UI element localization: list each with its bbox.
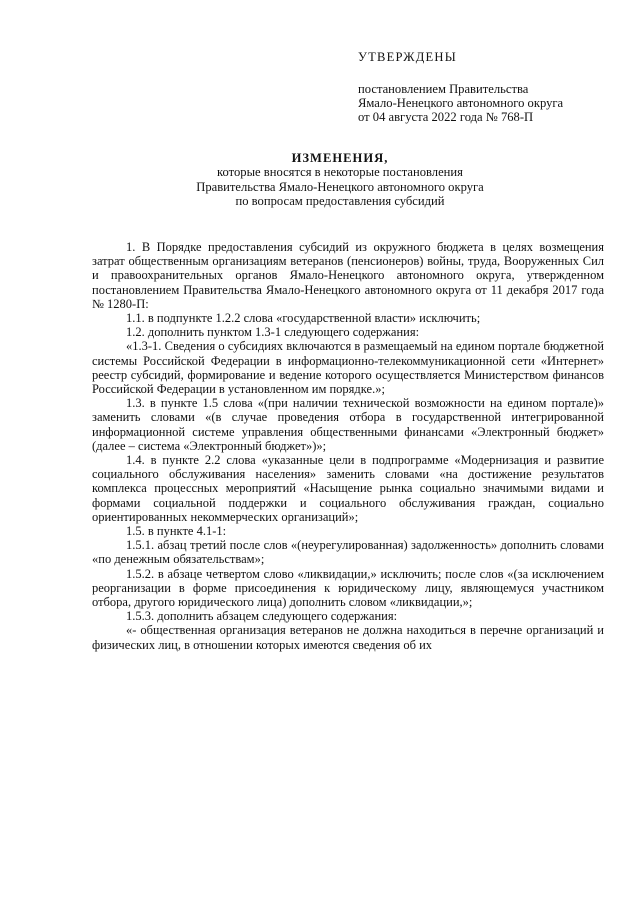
document-body [92,240,604,652]
document-subtitle-3: по вопросам предоставления субсидий [235,194,445,209]
paragraph-1-5-1: 1.5.1. абзац третий после слов «(неурегулированная) задолженность» дополнить словами «по денежным обязательствам»; [92,538,604,567]
paragraph-1-3: 1.3. в пункте 1.5 слова «(при наличии технической возможности на едином портале)» заменить словами «(в случае проведения отбора в государственной интегрированной информационной системе управления общественными финансами «Электронный бюджет» (далее – система «Электронный бюджет»)»; [92,396,604,453]
document-heading [0,151,640,209]
paragraph-1-5-3: 1.5.3. дополнить абзацем следующего содержания: [126,609,398,624]
paragraph-quote-continuation: «- общественная организация ветеранов не должна находиться в перечне организаций и физических лиц, в отношении которых имеются сведения об их [92,623,604,652]
paragraph-1: 1. В Порядке предоставления субсидий из окружного бюджета в целях возмещения затрат общественным организациям ветеранов (пенсионеров) войны, труда, Вооруженных Сил и правоохранительных органов Ямало-Ненецкого автономного округа, утвержденном постановлением Правительства Ямало-Ненецкого автономного округа от 11 декабря 2017 года № 1280-П: [92,240,604,311]
paragraph-1-2: 1.2. дополнить пунктом 1.3-1 следующего содержания: [126,325,420,340]
paragraph-1-1: 1.1. в подпункте 1.2.2 слова «государственной власти» исключить; [126,311,481,326]
approval-block [358,50,628,124]
approval-line-3: от 04 августа 2022 года № 768-П [358,110,534,124]
paragraph-1-3-1-quote: «1.3-1. Сведения о субсидиях включаются в размещаемый на едином портале бюджетной системы Российской Федерации в информационно-телекоммуникационной сети «Интернет» реестр субсидий, формирование и ведение которого осуществляется Министерством финансов Российской Федерации в установленном им порядке.»; [92,339,604,397]
document-subtitle-1: которые вносятся в некоторые постановления [217,165,463,180]
document-subtitle-2: Правительства Ямало-Ненецкого автономного округа [196,179,484,194]
document-title: ИЗМЕНЕНИЯ, [291,151,389,165]
approval-line-1: постановлением Правительства [358,82,529,96]
paragraph-1-4: 1.4. в пункте 2.2 слова «указанные цели в подпрограмме «Модернизация и развитие социального обслуживания населения» заменить словами «на достижение результатов комплекса процессных мероприятий «Насыщение рынка социально значимыми видами и формами социальной поддержки и социального обслуживания граждан, социально ориентированных некоммерческих организаций»; [92,453,604,524]
paragraph-1-5-2: 1.5.2. в абзаце четвертом слово «ликвидации,» исключить; после слов «(за исключением реорганизации в форме присоединения к юридическому лицу, являющемуся участником отбора, другого юридического лица) дополнить словом «ликвидации,»; [92,566,604,610]
approval-line-2: Ямало-Ненецкого автономного округа [358,96,564,110]
paragraph-1-5: 1.5. в пункте 4.1-1: [126,524,227,539]
approval-stamp-title: УТВЕРЖДЕНЫ [358,50,457,64]
